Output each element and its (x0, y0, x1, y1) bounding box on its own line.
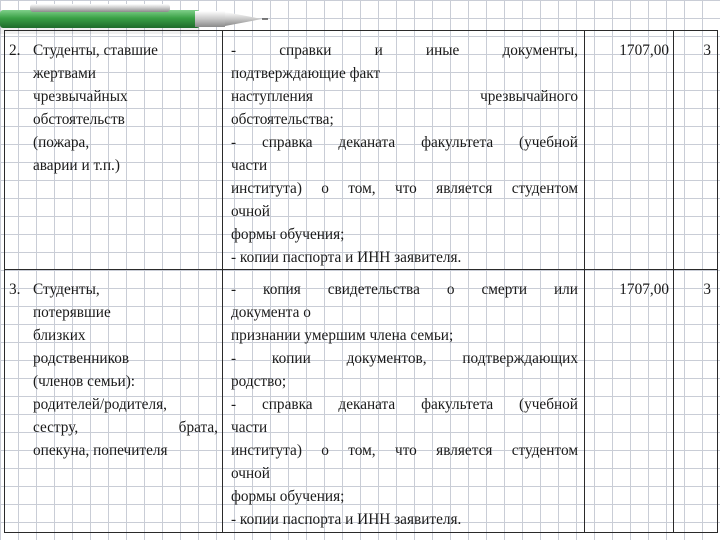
document-line: - копии документов, подтверждающих (231, 350, 578, 367)
document-line: очной (231, 465, 270, 482)
category-line: (пожара, (33, 134, 90, 151)
document-line: формы обучения; (231, 488, 345, 505)
multiplier-cell: 3 (674, 31, 718, 270)
category-line: потерявшие (33, 304, 111, 321)
category-line: близких (33, 327, 86, 344)
multiplier-cell: 3 (674, 270, 718, 533)
category-line: Студенты, (33, 281, 100, 298)
row-number: 3. (9, 281, 21, 298)
category-cell (5, 31, 223, 270)
category-line: жертвами (33, 65, 96, 82)
amount-cell: 1707,00 (585, 270, 674, 533)
document-line: - справка деканата факультета (учебной (231, 396, 578, 413)
document-line: признании умершим члена семьи; (231, 327, 454, 344)
document-line: формы обучения; (231, 226, 345, 243)
category-line: аварии и т.п.) (33, 157, 120, 174)
document-line: - копии паспорта и ИНН заявителя. (231, 511, 462, 528)
document-line: обстоятельства; (231, 111, 334, 128)
category-cell (5, 270, 223, 533)
category-line: родителей/родителя, (33, 396, 167, 413)
document-line: очной (231, 203, 270, 220)
category-line: обстоятельств (33, 111, 125, 128)
document-line: подтверждающие факт (231, 65, 381, 82)
document-line: части (231, 157, 268, 174)
category-line: родственников (33, 350, 130, 367)
table-row (5, 270, 718, 533)
document-line: - копии паспорта и ИНН заявителя. (231, 249, 462, 266)
document-line: документа о (231, 304, 311, 321)
amount-cell: 1707,00 (585, 31, 674, 270)
category-line: Студенты, ставшие (33, 42, 158, 59)
documents-cell (223, 270, 585, 533)
document-line: института) о том, что является студентом (231, 180, 578, 197)
category-line: (членов семьи): (33, 373, 136, 390)
document-line: - справка деканата факультета (учебной (231, 134, 578, 151)
document-line: - справки и иные документы, (231, 42, 578, 59)
document-line: - копия свидетельства о смерти или (231, 281, 578, 298)
row-number: 2. (9, 42, 21, 59)
benefits-table (4, 30, 718, 533)
document-line: института) о том, что является студентом (231, 442, 578, 459)
document-line: части (231, 419, 268, 436)
table-row (5, 31, 718, 270)
category-line: сестру, брата, (33, 419, 218, 436)
documents-cell (223, 31, 585, 270)
document-line: родство; (231, 373, 287, 390)
category-line: опекуна, попечителя (33, 442, 168, 459)
category-line: чрезвычайных (33, 88, 128, 105)
document-line: наступления чрезвычайного (231, 88, 578, 105)
